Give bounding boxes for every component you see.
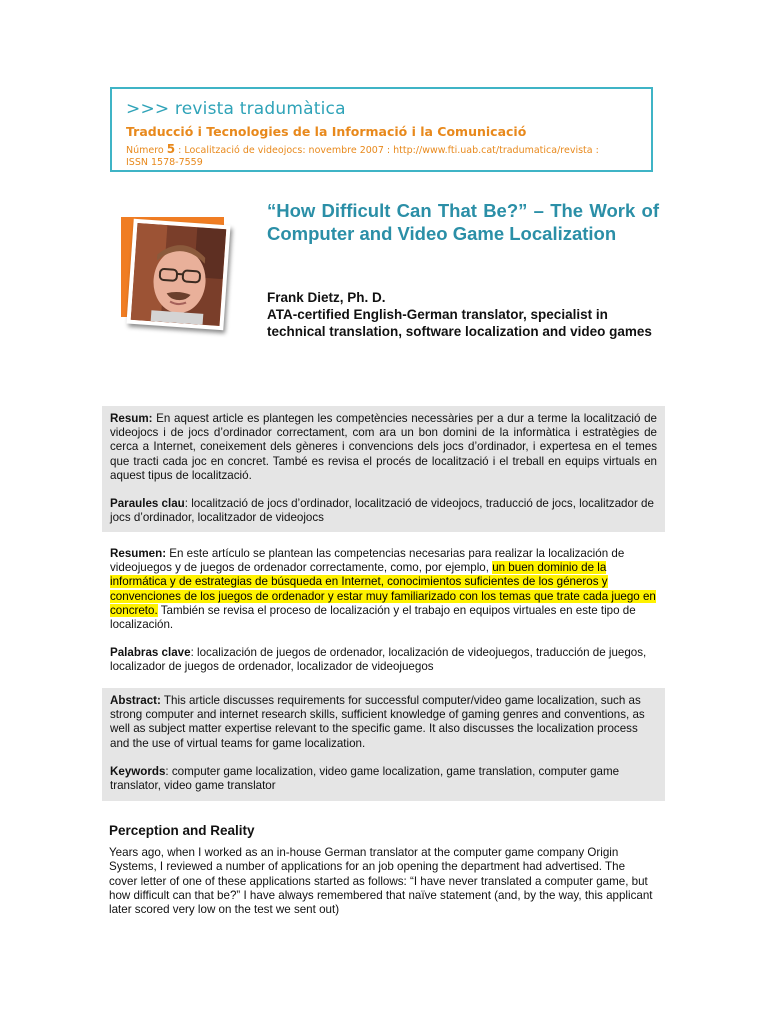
issue-number: 5 xyxy=(166,142,176,156)
abstract-paragraph xyxy=(110,694,657,751)
journal-issue-line xyxy=(126,143,637,169)
resum-label: Resum: xyxy=(110,412,153,425)
issue-details: : Localització de videojocs: novembre 2007 : http://www.fti.uab.cat/tradumatica/revista : xyxy=(175,145,599,156)
resumen-label: Resumen: xyxy=(110,547,167,560)
author-name: Frank Dietz, Ph. D. xyxy=(267,290,386,305)
resum-box xyxy=(102,406,665,532)
resum-paragraph xyxy=(110,412,657,483)
resumen-paragraph xyxy=(110,547,657,632)
resum-keywords-label: Paraules clau xyxy=(110,497,185,511)
abstract-keywords-text: : computer game localization, video game localization, game translation, computer game translator, video game translator xyxy=(110,764,620,793)
abstract-text: This article discusses requirements for successful computer/video game localization, such as strong computer and internet research skills, sufficient knowledge of gaming genres and conventions, as well as subject matter expertise relevant to the specific game. It also discusses the localization process and the use of virtual teams for game localization. xyxy=(110,694,645,750)
resum-keywords-text: : localització de jocs d’ordinador, localització de videojocs, traducció de jocs, localitzador de jocs d’ordinador, localitzador de videojocs xyxy=(110,497,654,525)
abstract-keywords-label: Keywords xyxy=(110,764,166,778)
author-portrait-image xyxy=(131,223,227,326)
author-block xyxy=(267,289,657,340)
resumen-keywords-label: Palabras clave xyxy=(110,646,191,660)
resumen-text: En este artículo se plantean las competencias necesarias para realizar la localización de videojuegos y de juegos de ordenador correctamente, como, por ejemplo, xyxy=(110,547,625,575)
issn: ISSN 1578-7559 xyxy=(126,157,203,168)
abstract-box xyxy=(102,688,665,801)
resumen-block xyxy=(102,547,665,675)
journal-header xyxy=(110,87,653,172)
journal-subtitle: Traducció i Tecnologies de la Informació i la Comunicació xyxy=(126,124,527,139)
abstract-keywords xyxy=(110,765,657,793)
resum-text: En aquest article es plantegen les competències necessàries per a dur a terme la localització de videojocs i de jocs d’ordinador correctament, com ara un bon domini de la informàtica i estratègies de cerca a Internet, coneixement dels gèneres i convencions dels jocs d’ordinador, i expertesa en el temes que tracti cada joc en concret. També es revisa el procés de localització i el treball en equips virtuals en aquest tipus de localització. xyxy=(110,412,657,482)
abstract-label: Abstract: xyxy=(110,694,161,707)
resumen-highlight: un buen dominio de la informática y de estrategias de búsqueda en Internet, conocimientos suficientes de los géneros y convenciones de los juegos de ordenador y estar muy familiarizado con los temas que trate cada juego en concreto. xyxy=(110,561,656,617)
resum-keywords xyxy=(110,497,657,525)
resumen-keywords-text: : localización de juegos de ordenador, localización de videojuegos, traducción de juegos, localizador de juegos de ordenador, localizador de videojuegos xyxy=(110,646,647,674)
resumen-keywords xyxy=(110,646,657,674)
section-body: Years ago, when I worked as an in-house German translator at the computer game company Origin Systems, I reviewed a number of applications for an job opening the department had advertised. The cover letter of one of these applications started as follows: “I have never translated a computer game, but how difficult can that be?” I have always remembered that naïve statement (and, by the way, this applicant later scored very low on the test we sent out) xyxy=(109,846,653,917)
article-title: “How Difficult Can That Be?” – The Work of Computer and Video Game Localization xyxy=(267,200,659,244)
issue-prefix: Número xyxy=(126,145,167,156)
author-description: ATA-certified English-German translator, specialist in technical translation, software localization and video games xyxy=(267,307,652,339)
section-heading: Perception and Reality xyxy=(109,823,255,838)
resumen-text-end: También se revisa el proceso de localización y el trabajo en equipos virtuales en este tipo de localización. xyxy=(110,603,636,632)
author-photo xyxy=(126,219,230,331)
journal-title: >>> revista tradumàtica xyxy=(126,99,346,119)
